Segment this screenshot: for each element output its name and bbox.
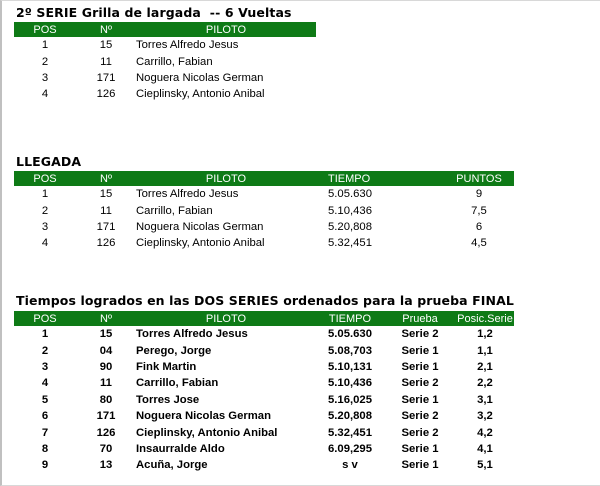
tiempos-cell-num: 90 (99, 360, 113, 373)
tiempos-cell-posic: 5,1 (477, 459, 493, 472)
tiempos-cell-posic: 2,1 (477, 360, 493, 373)
table-row (14, 37, 316, 53)
tiempos-header-num: Nº (76, 311, 136, 326)
table-row (14, 219, 514, 235)
grid-cell-pos: 1 (41, 39, 49, 52)
llegada-cell-tiempo: 5.05.630 (328, 188, 372, 201)
tiempos-cell-tiempo: s v (342, 459, 358, 472)
tiempos-cell-prueba: Serie 2 (401, 410, 439, 423)
tiempos-cell-prueba: Serie 1 (401, 393, 439, 406)
tiempos-header-posic: Posic.Serie (457, 312, 513, 325)
llegada-cell-piloto: Torres Alfredo Jesus (136, 188, 239, 201)
llegada-cell-num: 171 (96, 220, 116, 233)
grid-header-row (14, 22, 316, 37)
llegada-title: LLEGADA (16, 154, 82, 169)
tiempos-cell-num: 70 (99, 442, 113, 455)
llegada-cell-tiempo: 5.10,436 (328, 204, 372, 217)
tiempos-cell-piloto: Carrillo, Fabian (136, 377, 219, 390)
tiempos-cell-pos: 2 (41, 344, 49, 357)
grid-header-pos: POS (14, 22, 76, 37)
tiempos-header-tiempo: TIEMPO (316, 311, 384, 326)
tiempos-cell-pos: 8 (41, 442, 49, 455)
grid-cell-num: 11 (100, 55, 112, 68)
grid-cell-num: 15 (99, 39, 113, 52)
llegada-cell-tiempo: 5.20,808 (328, 220, 372, 233)
grid-cell-piloto: Carrillo, Fabian (136, 55, 213, 68)
llegada-cell-tiempo: 5.32,451 (328, 237, 372, 250)
tiempos-cell-tiempo: 5.08,703 (328, 344, 372, 357)
grid-cell-num: 171 (96, 71, 116, 84)
tiempos-cell-prueba: Serie 2 (401, 377, 439, 390)
llegada-cell-piloto: Cieplinsky, Antonio Anibal (136, 237, 265, 250)
tiempos-title: Tiempos logrados en las DOS SERIES ordenados para la prueba FINAL (16, 293, 514, 308)
tiempos-cell-posic: 4,2 (477, 426, 493, 439)
tiempos-cell-num: 126 (96, 426, 116, 439)
tiempos-cell-tiempo: 5.16,025 (328, 393, 372, 406)
table-row (14, 424, 514, 440)
grid-cell-pos: 3 (41, 71, 49, 84)
tiempos-header-piloto: PILOTO (136, 311, 316, 326)
llegada-cell-puntos: 4,5 (471, 237, 487, 250)
llegada-cell-pos: 3 (41, 220, 49, 233)
tiempos-cell-posic: 1,1 (477, 344, 493, 357)
tiempos-cell-tiempo: 5.10,131 (328, 360, 372, 373)
table-row (14, 408, 514, 424)
tiempos-table (14, 311, 514, 474)
llegada-header-tiempo: TIEMPO (316, 171, 444, 186)
tiempos-cell-num: 171 (96, 410, 116, 423)
tiempos-cell-pos: 9 (41, 459, 49, 472)
table-row (14, 441, 514, 457)
grid-header-num: Nº (76, 22, 136, 37)
tiempos-cell-prueba: Serie 1 (401, 344, 439, 357)
tiempos-cell-tiempo: 6.09,295 (328, 442, 372, 455)
table-row (14, 86, 316, 102)
llegada-cell-puntos: 6 (475, 220, 483, 233)
llegada-cell-pos: 1 (41, 188, 49, 201)
table-row (14, 70, 316, 86)
tiempos-cell-piloto: Perego, Jorge (136, 344, 212, 357)
tiempos-cell-pos: 5 (41, 393, 49, 406)
llegada-table (14, 171, 514, 252)
tiempos-cell-pos: 3 (41, 360, 49, 373)
grid-cell-piloto: Torres Alfredo Jesus (136, 39, 239, 52)
tiempos-cell-posic: 4,1 (477, 442, 493, 455)
tiempos-cell-posic: 2,2 (477, 377, 493, 390)
llegada-cell-pos: 2 (41, 204, 49, 217)
table-row (14, 375, 514, 391)
tiempos-cell-prueba: Serie 2 (401, 328, 439, 341)
llegada-header-piloto: PILOTO (136, 171, 316, 186)
tiempos-cell-prueba: Serie 1 (401, 459, 439, 472)
tiempos-cell-tiempo: 5.20,808 (328, 410, 372, 423)
tiempos-cell-piloto: Noguera Nicolas German (136, 410, 271, 423)
tiempos-cell-pos: 7 (41, 426, 49, 439)
tiempos-cell-tiempo: 5.10,436 (328, 377, 372, 390)
llegada-cell-num: 11 (100, 204, 112, 217)
table-row (14, 392, 514, 408)
tiempos-cell-piloto: Acuña, Jorge (136, 459, 208, 472)
grid-header-piloto: PILOTO (136, 22, 316, 37)
grid-cell-pos: 2 (41, 55, 49, 68)
llegada-cell-puntos: 9 (475, 188, 483, 201)
llegada-header-num: Nº (76, 171, 136, 186)
llegada-header-pos: POS (14, 171, 76, 186)
table-row (14, 359, 514, 375)
llegada-cell-num: 126 (96, 237, 116, 250)
grid-table (14, 22, 316, 103)
tiempos-cell-num: 04 (99, 344, 113, 357)
tiempos-cell-tiempo: 5.05.630 (328, 328, 372, 341)
tiempos-cell-piloto: Insaurralde Aldo (136, 442, 225, 455)
table-row (14, 202, 514, 218)
tiempos-cell-tiempo: 5.32,451 (328, 426, 372, 439)
tiempos-cell-piloto: Cieplinsky, Antonio Anibal (136, 426, 278, 439)
tiempos-cell-prueba: Serie 1 (401, 360, 439, 373)
grid-cell-piloto: Noguera Nicolas German (136, 71, 264, 84)
table-row (14, 342, 514, 358)
tiempos-cell-pos: 4 (41, 377, 49, 390)
grid-cell-num: 126 (96, 88, 116, 101)
grid-cell-pos: 4 (41, 88, 49, 101)
tiempos-cell-num: 13 (99, 459, 113, 472)
llegada-cell-pos: 4 (41, 237, 49, 250)
tiempos-cell-posic: 3,2 (477, 410, 493, 423)
llegada-cell-piloto: Carrillo, Fabian (136, 204, 213, 217)
llegada-header-row (14, 171, 514, 186)
llegada-cell-piloto: Noguera Nicolas German (136, 220, 264, 233)
tiempos-cell-num: 15 (99, 328, 113, 341)
table-row (14, 186, 514, 202)
table-row (14, 457, 514, 473)
tiempos-cell-pos: 1 (41, 328, 49, 341)
table-row (14, 235, 514, 251)
grid-cell-piloto: Cieplinsky, Antonio Anibal (136, 88, 265, 101)
table-row (14, 53, 316, 69)
tiempos-cell-piloto: Torres Jose (136, 393, 200, 406)
tiempos-cell-pos: 6 (41, 410, 49, 423)
tiempos-header-row (14, 311, 514, 326)
llegada-cell-num: 15 (99, 188, 113, 201)
grid-title: 2º SERIE Grilla de largada -- 6 Vueltas (16, 5, 292, 20)
tiempos-cell-piloto: Fink Martin (136, 360, 197, 373)
tiempos-cell-posic: 1,2 (477, 328, 493, 341)
tiempos-cell-posic: 3,1 (477, 393, 493, 406)
tiempos-cell-piloto: Torres Alfredo Jesus (136, 328, 248, 341)
tiempos-cell-num: 80 (99, 393, 113, 406)
llegada-cell-puntos: 7,5 (471, 204, 487, 217)
tiempos-cell-prueba: Serie 2 (401, 426, 439, 439)
tiempos-header-prueba: Prueba (384, 311, 456, 326)
tiempos-cell-num: 11 (100, 377, 112, 390)
tiempos-cell-prueba: Serie 1 (401, 442, 439, 455)
table-row (14, 326, 514, 342)
llegada-header-puntos: PUNTOS (444, 171, 514, 186)
tiempos-header-pos: POS (14, 311, 76, 326)
